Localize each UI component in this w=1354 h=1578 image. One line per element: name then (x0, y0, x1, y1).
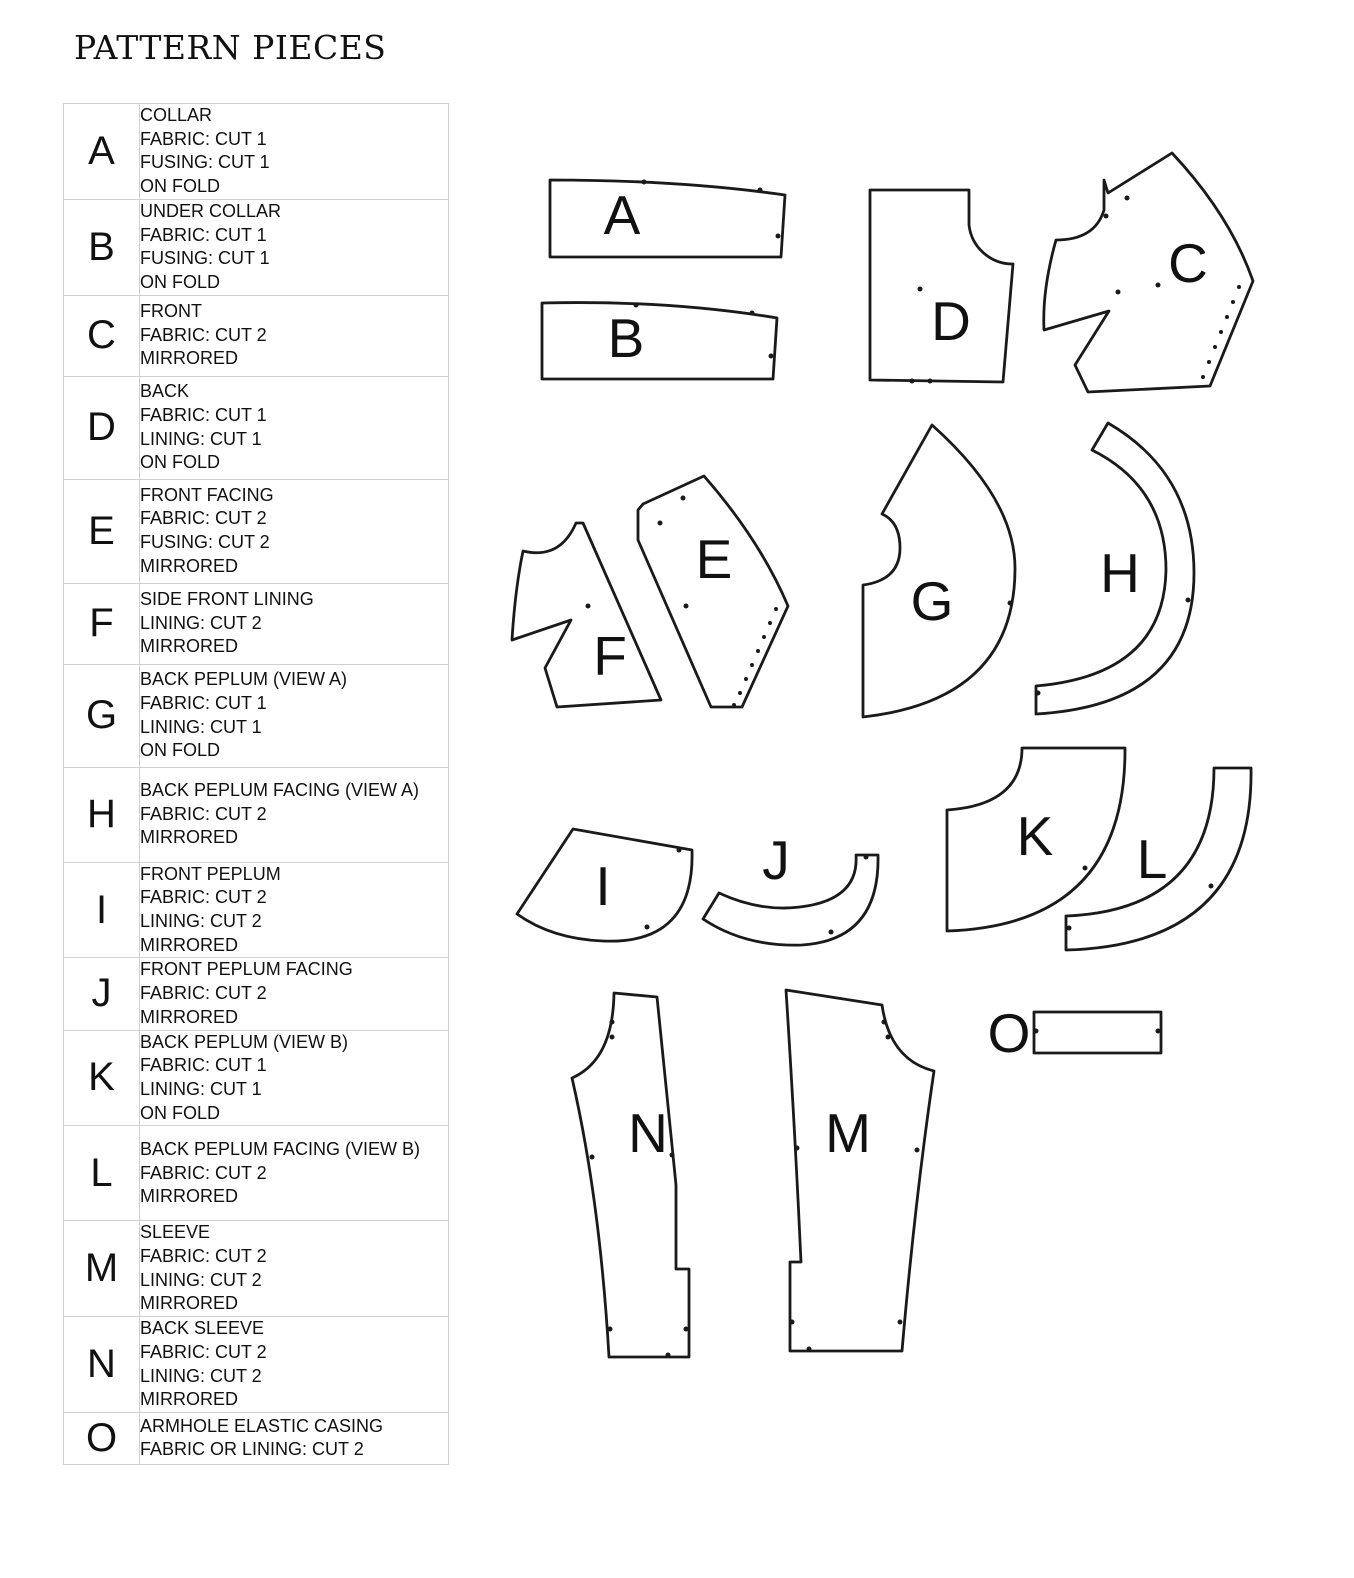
piece-letter: I (64, 862, 140, 958)
piece-name: COLLAR (140, 105, 213, 125)
piece-letter: L (64, 1126, 140, 1221)
cut-instruction: FABRIC: CUT 1 (140, 224, 267, 245)
cut-instruction: FABRIC: CUT 2 (140, 1162, 267, 1183)
cut-instruction: LINING: CUT 2 (140, 1269, 262, 1290)
piece-label: J (762, 829, 790, 891)
cut-instruction: MIRRORED (140, 934, 238, 955)
cut-instruction: LINING: CUT 1 (140, 716, 262, 737)
piece-letter: E (64, 479, 140, 583)
pattern-piece-k (947, 748, 1125, 931)
cut-instruction: FUSING: CUT 1 (140, 152, 270, 173)
piece-label: B (607, 307, 645, 369)
cut-instruction: FABRIC: CUT 1 (140, 692, 267, 713)
cut-instruction: LINING: CUT 2 (140, 911, 262, 932)
cut-instruction: FABRIC: CUT 2 (140, 508, 267, 529)
piece-letter: N (64, 1317, 140, 1413)
piece-name: BACK PEPLUM FACING (VIEW B) (140, 1138, 421, 1159)
piece-label: F (593, 625, 627, 687)
cut-instruction: FABRIC: CUT 1 (140, 1055, 267, 1076)
cut-instruction: FUSING: CUT 1 (140, 248, 270, 269)
cut-instruction: FABRIC OR LINING: CUT 2 (140, 1439, 364, 1460)
piece-label: L (1136, 828, 1168, 890)
piece-name: UNDER COLLAR (140, 200, 282, 221)
piece-label: O (987, 1002, 1031, 1064)
piece-letter: O (64, 1412, 140, 1464)
pattern-piece-d (870, 190, 1013, 384)
cut-instruction: FABRIC: CUT 2 (140, 887, 267, 908)
piece-name: SLEEVE (140, 1222, 211, 1243)
cut-instruction: MIRRORED (140, 1293, 238, 1314)
piece-label: I (595, 855, 611, 917)
cut-instruction: LINING: CUT 2 (140, 1365, 262, 1386)
piece-name: BACK (140, 381, 190, 402)
cut-instruction: ON FOLD (140, 452, 221, 473)
cut-instruction: ON FOLD (140, 271, 221, 292)
piece-label: K (1016, 805, 1054, 867)
cut-instruction: MIRRORED (140, 555, 238, 576)
cut-instruction: ON FOLD (140, 176, 221, 197)
pattern-piece-n (572, 993, 689, 1358)
cut-instruction: FABRIC: CUT 1 (140, 404, 267, 425)
cut-instruction: FABRIC: CUT 2 (140, 803, 267, 824)
piece-letter: G (64, 664, 140, 767)
piece-name: BACK PEPLUM (VIEW B) (140, 1031, 349, 1052)
piece-letter: F (64, 583, 140, 664)
piece-label: D (931, 290, 971, 352)
page-title: PATTERN PIECES (74, 28, 387, 67)
piece-label: E (695, 528, 733, 590)
piece-name: ARMHOLE ELASTIC CASING (140, 1415, 384, 1436)
piece-name: BACK SLEEVE (140, 1318, 265, 1339)
piece-letter: M (64, 1221, 140, 1317)
cut-instruction: FABRIC: CUT 2 (140, 324, 267, 345)
piece-letter: K (64, 1030, 140, 1126)
piece-letter: D (64, 376, 140, 479)
piece-letter: A (64, 104, 140, 200)
piece-label: H (1100, 542, 1140, 604)
cut-instruction: MIRRORED (140, 1186, 238, 1207)
pattern-piece-a (550, 180, 785, 258)
pattern-piece-f (512, 523, 661, 707)
cut-instruction: MIRRORED (140, 1006, 238, 1027)
cut-instruction: LINING: CUT 2 (140, 612, 262, 633)
piece-name: BACK PEPLUM FACING (VIEW A) (140, 780, 420, 801)
cut-instruction: FABRIC: CUT 2 (140, 983, 267, 1004)
pattern-piece-g (863, 425, 1015, 717)
cut-instruction: MIRRORED (140, 827, 238, 848)
piece-letter: J (64, 958, 140, 1030)
piece-name: FRONT PEPLUM (140, 863, 281, 884)
piece-name: FRONT PEPLUM FACING (140, 959, 353, 980)
piece-name: FRONT FACING (140, 484, 274, 505)
pattern-piece-o (988, 1002, 1161, 1064)
pattern-piece-e (638, 476, 788, 707)
piece-label: M (825, 1102, 871, 1164)
pattern-piece-i (517, 829, 692, 941)
piece-label: N (628, 1102, 668, 1164)
cut-instruction: MIRRORED (140, 636, 238, 657)
piece-label: C (1168, 232, 1208, 294)
pattern-piece-c (1044, 153, 1253, 392)
cut-instruction: LINING: CUT 1 (140, 428, 262, 449)
piece-letter: B (64, 199, 140, 295)
piece-name: FRONT (140, 301, 202, 322)
pattern-piece-m (786, 990, 934, 1352)
cut-instruction: FUSING: CUT 2 (140, 532, 270, 553)
piece-name: SIDE FRONT LINING (140, 589, 314, 610)
piece-name: BACK PEPLUM (VIEW A) (140, 669, 348, 690)
cut-instruction: MIRRORED (140, 348, 238, 369)
cut-instruction: ON FOLD (140, 1102, 221, 1123)
piece-label: G (910, 570, 954, 632)
pattern-piece-h (1036, 423, 1195, 714)
pattern-piece-j (703, 829, 878, 945)
piece-label: A (603, 184, 641, 246)
pattern-piece-b (542, 303, 777, 380)
cut-instruction: FABRIC: CUT 2 (140, 1341, 267, 1362)
cut-instruction: LINING: CUT 1 (140, 1078, 262, 1099)
cut-instruction: FABRIC: CUT 1 (140, 128, 267, 149)
cut-instruction: MIRRORED (140, 1389, 238, 1410)
piece-letter: C (64, 295, 140, 376)
cut-instruction: FABRIC: CUT 2 (140, 1246, 267, 1267)
cut-instruction: ON FOLD (140, 740, 221, 761)
piece-letter: H (64, 767, 140, 862)
